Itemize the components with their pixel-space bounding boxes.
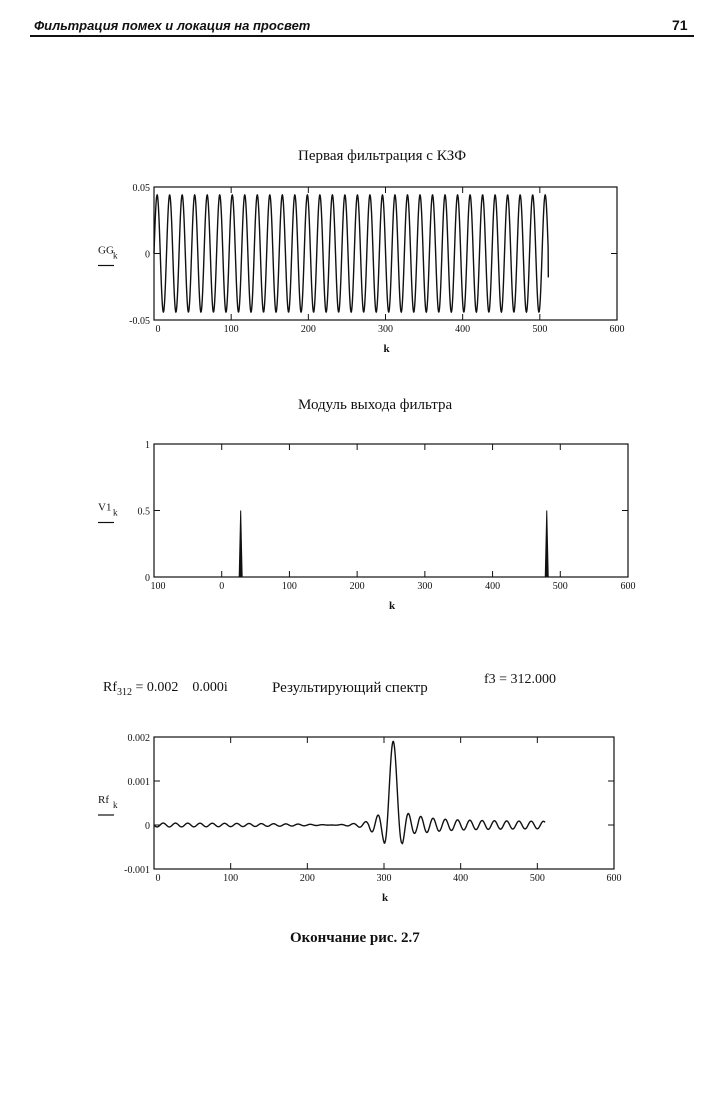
chart3-x-tick-label: 0 [155, 873, 161, 884]
chart3-y-tick-label: 0 [145, 821, 150, 832]
chart3-y-axis-label: Rf [98, 794, 109, 806]
f3-value: f3 = 312.000 [484, 672, 557, 687]
chart1-x-tick-label: 400 [455, 324, 471, 335]
chart3-x-axis-label: k [381, 892, 389, 904]
chart2-y-tick-label: 1 [145, 440, 150, 451]
chart1-y-tick-label: 0.05 [132, 183, 150, 194]
chart2-x-tick-label: 400 [485, 581, 501, 592]
chart1-series-line [154, 195, 548, 312]
chart3-y-tick-label: 0.002 [127, 733, 150, 744]
chart1-x-tick-label: 100 [223, 324, 239, 335]
chart1-y-axis-label-subscript: k [113, 250, 118, 261]
chart2-y-axis-label-subscript: k [113, 507, 118, 518]
chart2-y-tick-label: 0.5 [137, 506, 150, 518]
chart2-title: Модуль выхода фильтра [298, 397, 453, 413]
chart2-x-tick-label: 100 [281, 581, 297, 592]
chart2-x-tick-label: 500 [552, 581, 568, 592]
result-value-text: = 0.002 0.000i [135, 680, 228, 695]
chart3-x-tick-label: 100 [223, 873, 239, 884]
chart3-x-tick-label: 200 [299, 873, 315, 884]
chart2-spike [239, 511, 242, 578]
figure-caption: Окончание рис. 2.7 [290, 930, 420, 946]
chart2-x-axis-label: k [388, 600, 396, 612]
running-header-title: Фильтрация помех и локация на просвет [34, 18, 311, 33]
chart1-y-tick-label: 0 [145, 249, 150, 261]
chart1-y-tick-label: -0.05 [129, 316, 150, 327]
chart3-y-axis-label-subscript: k [113, 800, 118, 810]
chart1-y-axis-label: GG [98, 244, 114, 257]
chart1-x-tick-label: 600 [609, 324, 625, 335]
result-value-subscript: 312 [117, 686, 132, 698]
page-number: 71 [672, 17, 688, 33]
chart1-x-axis-label: k [383, 343, 390, 355]
chart2-x-tick-label: 0 [219, 581, 225, 592]
chart2-x-tick-label: 300 [417, 581, 433, 592]
chart2-x-tick-label: 600 [620, 581, 636, 592]
chart3-x-tick-label: 400 [453, 873, 469, 884]
chart2-y-axis-label: V1 [98, 501, 112, 514]
chart3-x-tick-label: 300 [376, 873, 392, 884]
chart2-spike [545, 511, 548, 578]
chart1-x-tick-label: 500 [532, 324, 548, 335]
chart1-title: Первая фильтрация с КЗФ [298, 148, 467, 164]
result-value-label: Rf [103, 680, 117, 695]
chart1-x-tick-label: 0 [155, 324, 161, 335]
chart3-title: Результирующий спектр [272, 680, 428, 696]
chart3-series-line [154, 741, 545, 843]
chart3-frame [154, 737, 614, 869]
chart2-frame [154, 444, 628, 577]
chart1-x-tick-label: 300 [378, 324, 393, 335]
chart2-y-tick-label: 0 [145, 573, 150, 584]
chart1-x-tick-label: 200 [300, 324, 316, 335]
chart2-x-tick-label: 100 [150, 581, 166, 592]
chart3-x-tick-label: 500 [529, 873, 545, 884]
chart2-x-tick-label: 200 [349, 581, 365, 592]
chart3-y-tick-label: -0.001 [124, 865, 150, 876]
chart3-x-tick-label: 600 [606, 873, 622, 884]
chart3-y-tick-label: 0.001 [127, 777, 150, 788]
